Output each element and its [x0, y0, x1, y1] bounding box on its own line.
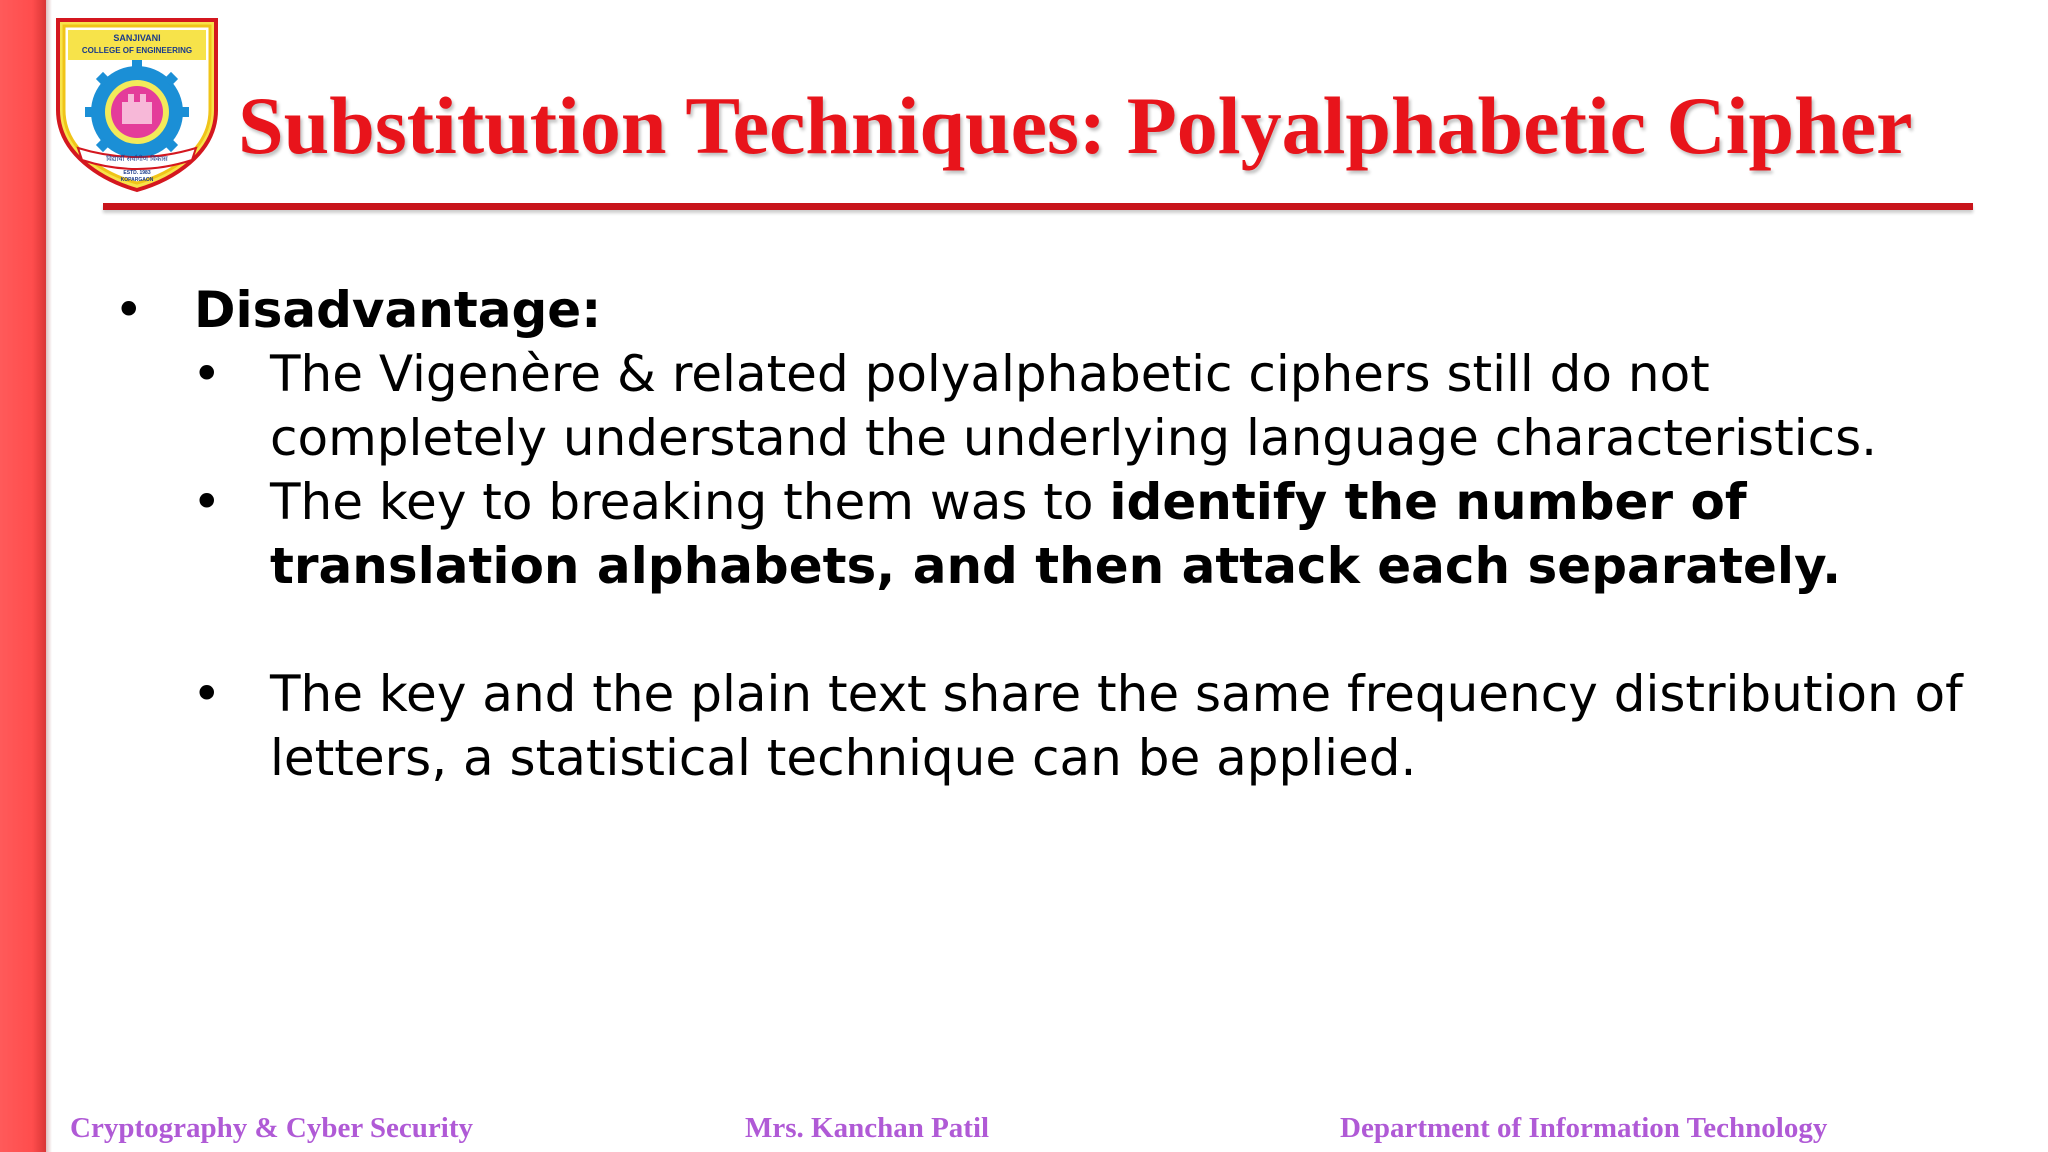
logo-sub-text: COLLEGE OF ENGINEERING: [81, 46, 193, 55]
left-accent-bar: [0, 0, 46, 1152]
bullet-dot-icon: •: [114, 281, 144, 339]
sub-bullet-1: [110, 342, 1990, 470]
footer-course: Cryptography & Cyber Security: [70, 1112, 474, 1144]
spacer: [110, 598, 1990, 662]
gear-icon: [85, 60, 189, 164]
logo-estd-text: ESTD. 1983: [123, 170, 151, 176]
footer-department: Department of Information Technology: [1340, 1112, 1828, 1144]
title-underline: [103, 203, 1973, 210]
sub-bullet-2-bold-text: identify the number of translation alphabets, and then attack each separately.: [270, 473, 1842, 595]
slide-content: [110, 278, 1990, 790]
disadvantage-heading: Disadvantage:: [194, 281, 602, 339]
logo-top-text: SANJIVANI: [113, 33, 161, 43]
sub-bullet-2-text: The key to breaking them was to: [270, 473, 1110, 531]
footer-author: Mrs. Kanchan Patil: [745, 1112, 990, 1144]
logo-banner-text: विद्यार्थी सर्वांगीण विकास: [106, 155, 168, 163]
sub-bullet-3-text: The key and the plain text share the same frequency distribution of letters, a statistical technique can be applied.: [270, 665, 1963, 787]
slide-title: Substitution Techniques: Polyalphabetic Cipher: [238, 80, 1913, 171]
bullet-dot-icon: •: [192, 473, 222, 531]
sub-bullet-3: [110, 662, 1990, 790]
college-logo: [52, 14, 222, 194]
bullet-dot-icon: •: [192, 345, 222, 403]
logo-place-text: KOPARGAON: [120, 177, 154, 183]
sub-bullet-1-text: The Vigenère & related polyalphabetic ciphers still do not completely understand the underlying language characteristics.: [270, 345, 1878, 467]
bullet-dot-icon: •: [192, 665, 222, 723]
sub-bullet-2: [110, 470, 1990, 598]
bullet-disadvantage: [110, 278, 1990, 342]
